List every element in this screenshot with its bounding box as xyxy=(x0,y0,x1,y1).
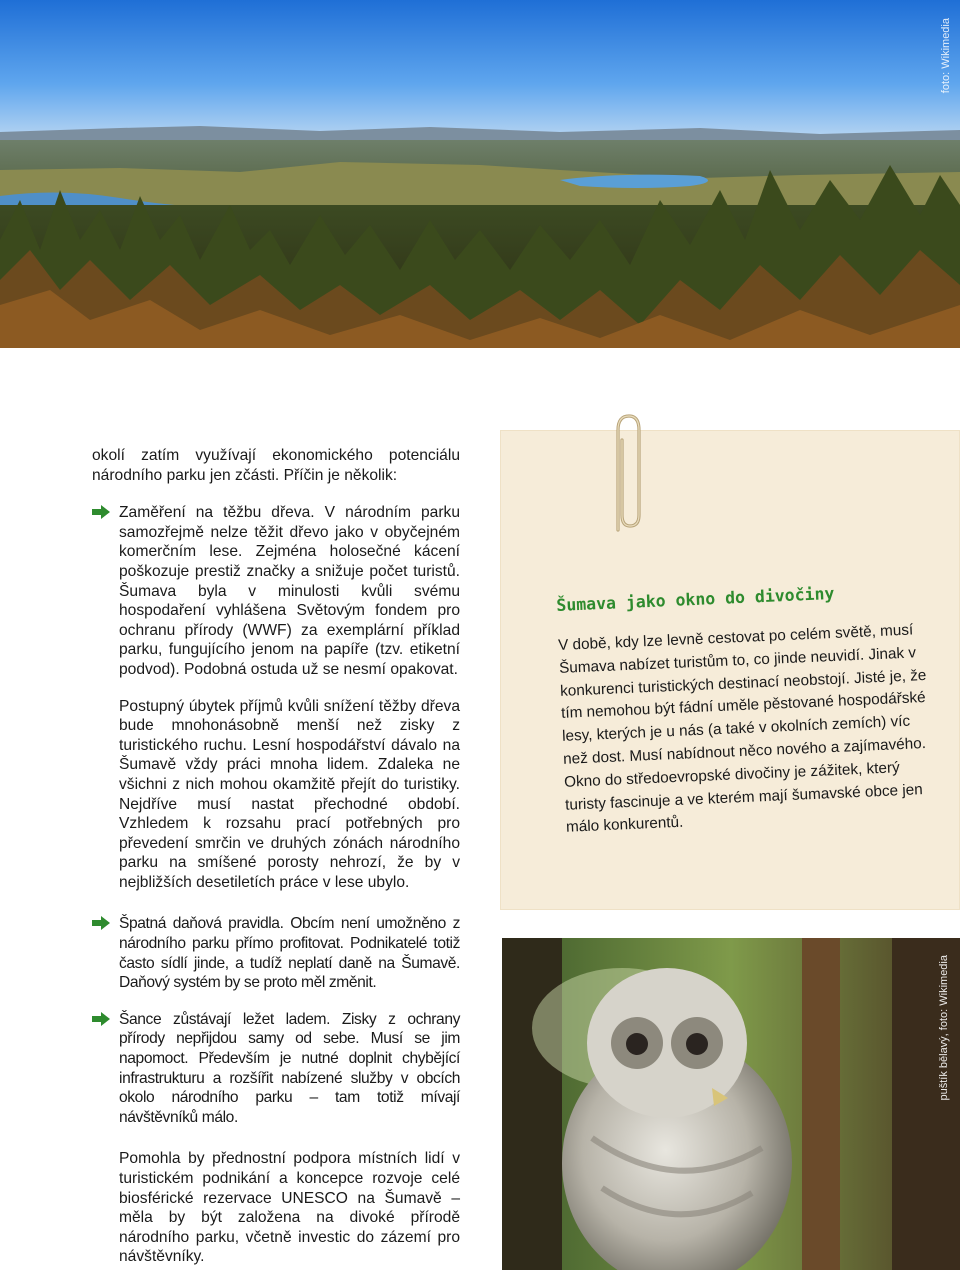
main-text-column xyxy=(92,446,460,1267)
note-title: Šumava jako okno do divočiny xyxy=(556,583,835,615)
list-item-text: Špatná daňová pravidla. Obcím není umožněno z národního parku přímo profitovat. Podnikatelé totiž často sídlí jinde, a tudíž neplatí daně na Šumavě. Daňový systém by se proto měl změnit. xyxy=(119,915,460,992)
intro-paragraph: okolí zatím využívají ekonomického potenciálu národního parku jen zčásti. Příčin je několik: xyxy=(92,447,460,484)
note-content xyxy=(556,580,936,840)
arrow-right-icon xyxy=(92,916,110,930)
photo-credit-owl: puštík bělavý, foto: Wikimedia xyxy=(938,955,950,1101)
note-body: V době, kdy lze levně cestovat po celém světě, musí Šumava nabízet turistům to, co jinde neuvidí. Jinak v konkurenci turistických destinací neobstojí. Jisté je, že tím nemohou být fádní uměle pěstované hospodářské lesy, kterých je u nás (a také v okolních zemích) víc než dost. Musí nabídnout něco nového a zajímavého. Okno do středoevropské divočiny je zážitek, který turisty fascinuje a ve kterém mají šumavské obce jen málo konkurentů. xyxy=(557,621,927,837)
list-item-paragraph: Postupný úbytek příjmů kvůli snížení těžby dřeva bude mnohonásobně menší než zisky z turistického ruchu. Lesní hospodářství dávalo na Šumavě vždy práci mnoha lidem. Zdaleka ne všichni z nich mohou okamžitě přejít do turistiky. Nejdříve musí nastat přechodné období. Vzhledem k rozsahu prací potřebných pro převedení smrčin ve druhých zónách národního parku na smíšené porosty nehrozí, že by v nejbližších desetiletích práce v lese ubylo. xyxy=(119,697,460,891)
list-item-text: Šance zůstávají ležet ladem. Zisky z ochrany přírody nepřijdou samy od sebe. Musí se jim napomoct. Především je nutné doplnit chybějící infrastrukturu a rozšířit nabízené služby v obcích okolo národního parku – tam totiž mívají návštěvníků málo. xyxy=(119,1010,460,1126)
list-item-taxes xyxy=(92,914,460,992)
list-item-opportunities xyxy=(92,1010,460,1128)
arrow-right-icon xyxy=(92,505,110,519)
owl-photo xyxy=(502,938,960,1270)
hero-landscape-photo xyxy=(0,0,960,348)
paperclip-icon xyxy=(606,410,646,535)
closing-paragraph: Pomohla by přednostní podpora místních lidí v turistickém podnikání a koncepce rozvoje celé biosférické rezervace UNESCO na Šumavě – měla by být založena na divoké přírodě národního parku, včetně investic do zázemí pro návštěvníky. xyxy=(119,1150,460,1266)
photo-credit-top: foto: Wikimedia xyxy=(940,18,952,94)
list-item-timber xyxy=(92,503,460,679)
list-item-text: Zaměření na těžbu dřeva. V národním parku samozřejmě nelze těžit dřevo jako v obyčejném komerčním lese. Zejména holosečné kácení poškozuje prestiž značky a snižuje počet turistů. Šumava byla v minulosti kvůli svému hospodaření vyhlášena Světovým fondem pro ochranu přírody (WWF) za exemplární příklad parku, fungujícího jenom na papíře (tzv. etiketní podvod). Podobná ostuda už se nesmí opakovat. xyxy=(119,504,460,678)
arrow-right-icon xyxy=(92,1012,110,1026)
